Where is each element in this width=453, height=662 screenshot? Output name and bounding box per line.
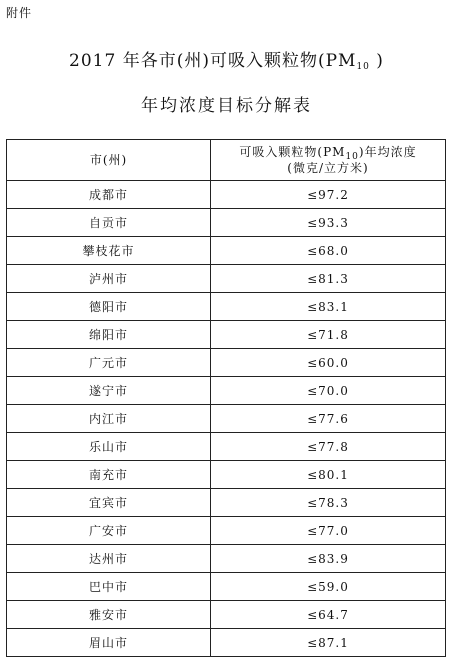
header-value-subscript: 10 xyxy=(345,152,359,162)
title-prefix: 2017 年各市(州)可吸入颗粒物(PM xyxy=(69,51,357,71)
city-cell: 绵阳市 xyxy=(7,321,211,349)
title-suffix: ) xyxy=(369,51,384,71)
value-cell: ≤87.1 xyxy=(211,629,446,657)
table-row xyxy=(7,293,446,321)
city-cell: 攀枝花市 xyxy=(7,237,211,265)
city-cell: 眉山市 xyxy=(7,629,211,657)
table-row xyxy=(7,181,446,209)
table-row xyxy=(7,377,446,405)
value-cell: ≤78.3 xyxy=(211,489,446,517)
value-cell: ≤80.1 xyxy=(211,461,446,489)
value-cell: ≤77.0 xyxy=(211,517,446,545)
table-row xyxy=(7,265,446,293)
target-table xyxy=(6,139,446,657)
city-cell: 南充市 xyxy=(7,461,211,489)
table-row xyxy=(7,601,446,629)
city-cell: 泸州市 xyxy=(7,265,211,293)
header-city: 市(州) xyxy=(7,140,211,181)
value-cell: ≤68.0 xyxy=(211,237,446,265)
table-row xyxy=(7,433,446,461)
city-cell: 雅安市 xyxy=(7,601,211,629)
city-cell: 广安市 xyxy=(7,517,211,545)
city-cell: 乐山市 xyxy=(7,433,211,461)
value-cell: ≤60.0 xyxy=(211,349,446,377)
table-header-row xyxy=(7,140,446,181)
city-cell: 成都市 xyxy=(7,181,211,209)
document-subtitle: 年均浓度目标分解表 xyxy=(141,96,312,116)
table-row xyxy=(7,321,446,349)
value-cell: ≤70.0 xyxy=(211,377,446,405)
table-row xyxy=(7,629,446,657)
header-value-suffix: )年均浓度 xyxy=(358,145,417,159)
value-cell: ≤93.3 xyxy=(211,209,446,237)
value-cell: ≤97.2 xyxy=(211,181,446,209)
value-cell: ≤83.1 xyxy=(211,293,446,321)
title-subscript: 10 xyxy=(356,62,370,72)
value-cell: ≤83.9 xyxy=(211,545,446,573)
city-cell: 德阳市 xyxy=(7,293,211,321)
city-cell: 自贡市 xyxy=(7,209,211,237)
value-cell: ≤77.8 xyxy=(211,433,446,461)
table-row xyxy=(7,461,446,489)
document-title xyxy=(0,46,453,71)
table-row xyxy=(7,517,446,545)
city-cell: 达州市 xyxy=(7,545,211,573)
value-cell: ≤81.3 xyxy=(211,265,446,293)
table-row xyxy=(7,545,446,573)
table-row xyxy=(7,405,446,433)
attachment-label: 附件 xyxy=(6,6,33,20)
table-row xyxy=(7,489,446,517)
value-cell: ≤77.6 xyxy=(211,405,446,433)
city-cell: 广元市 xyxy=(7,349,211,377)
header-value-line1 xyxy=(211,144,445,160)
header-unit: (微克/立方米) xyxy=(287,161,369,175)
city-cell: 宜宾市 xyxy=(7,489,211,517)
value-cell: ≤64.7 xyxy=(211,601,446,629)
value-cell: ≤59.0 xyxy=(211,573,446,601)
city-cell: 内江市 xyxy=(7,405,211,433)
city-cell: 巴中市 xyxy=(7,573,211,601)
table-row xyxy=(7,209,446,237)
header-value-prefix: 可吸入颗粒物(PM xyxy=(239,145,346,159)
table-row xyxy=(7,573,446,601)
table-row xyxy=(7,237,446,265)
header-value xyxy=(211,140,446,181)
table-row xyxy=(7,349,446,377)
city-cell: 遂宁市 xyxy=(7,377,211,405)
value-cell: ≤71.8 xyxy=(211,321,446,349)
